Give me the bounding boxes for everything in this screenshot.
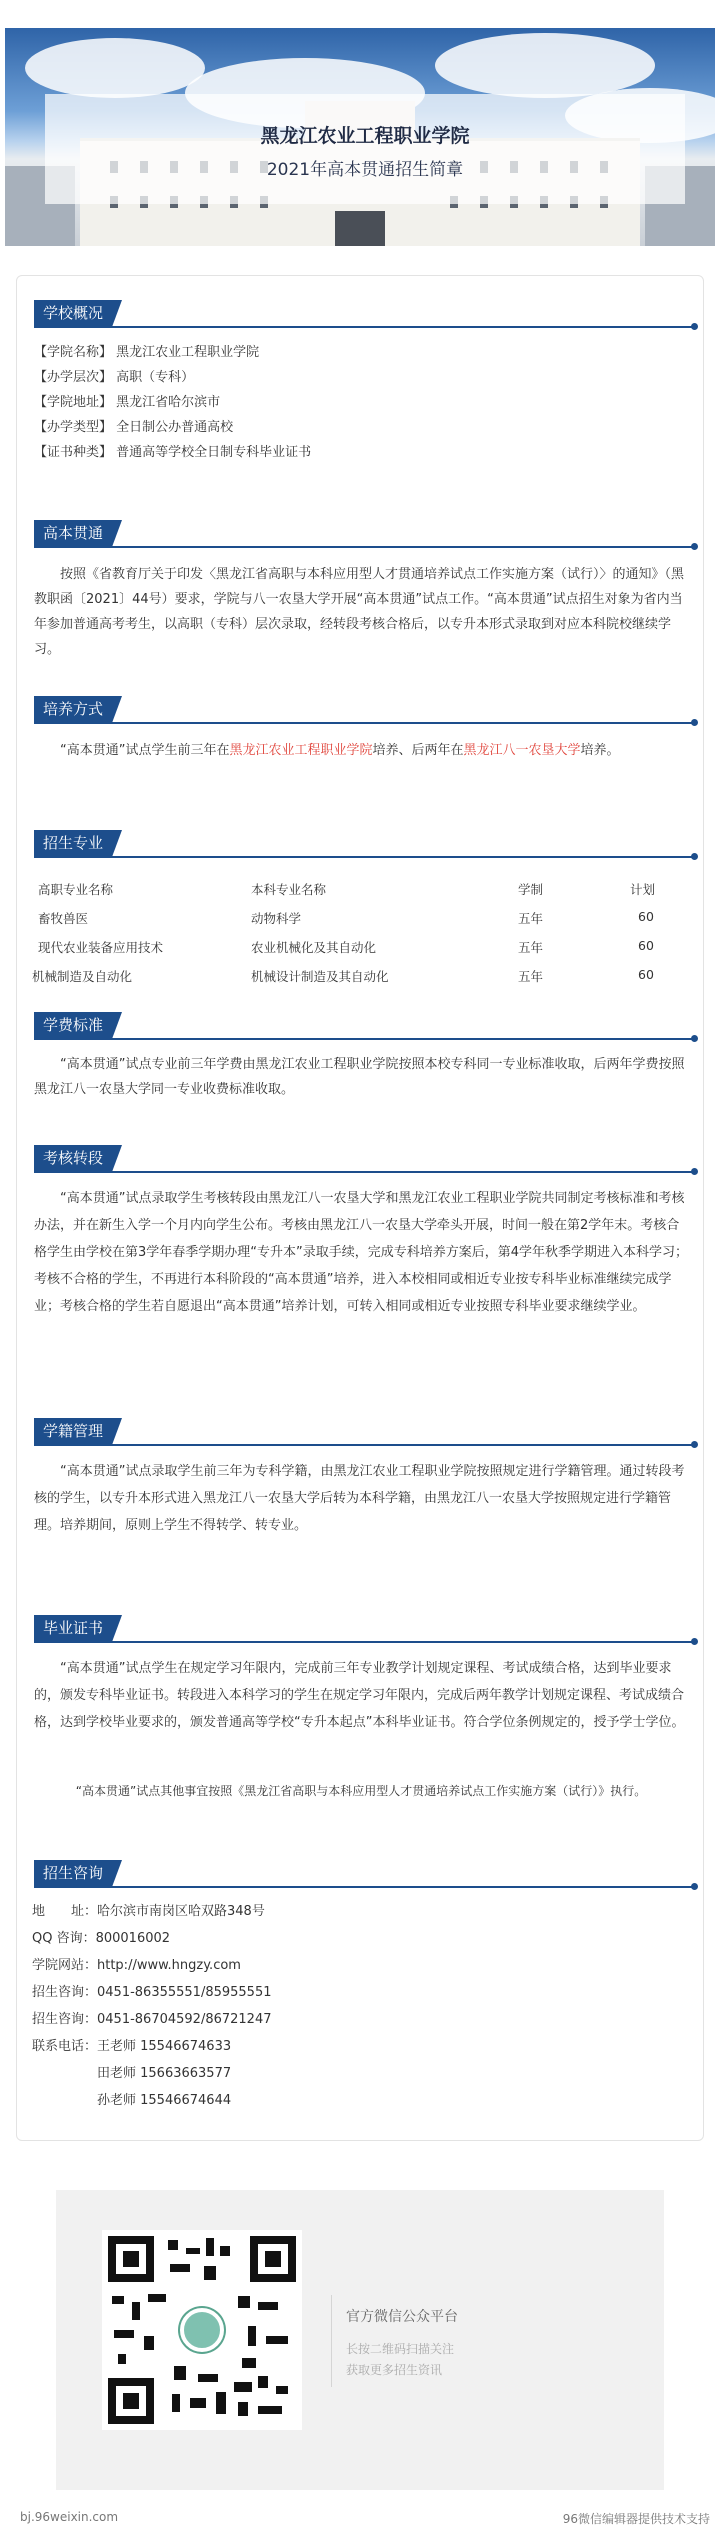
overview-item: 【学院名称】 黑龙江农业工程职业学院 <box>34 345 260 360</box>
section-title: 高本贯通 <box>34 520 112 547</box>
section-fee <box>16 1012 704 1097</box>
overview-item: 【学院地址】 黑龙江省哈尔滨市 <box>34 395 221 410</box>
qr-hint: 获取更多招生资讯 <box>346 2363 443 2377</box>
university-highlight: 黑龙江八一农垦大学 <box>463 743 581 758</box>
overview-item: 【证书种类】 普通高等学校全日制专科毕业证书 <box>34 445 312 460</box>
section-contact <box>16 1860 704 2108</box>
section-status <box>16 1418 704 1533</box>
overview-item: 【办学层次】 高职（专科） <box>34 370 195 385</box>
footer-credit[interactable]: 96微信编辑器提供技术支持 <box>562 2512 710 2526</box>
overview-item: 【办学类型】 全日制公办普通高校 <box>34 420 234 435</box>
contact-phone[interactable]: 招生咨询：0451-86355551/85955551 <box>32 1985 272 2000</box>
school-logo-icon <box>180 2308 224 2352</box>
contact-teacher[interactable]: 田老师 15663663577 <box>32 2066 232 2081</box>
overview-list <box>34 340 688 465</box>
section-title: 学校概况 <box>34 300 112 327</box>
section-title: 学费标准 <box>34 1012 112 1039</box>
section-title: 学籍管理 <box>34 1418 112 1445</box>
section-title: 招生咨询 <box>34 1860 112 1887</box>
school-name: 黑龙江农业工程职业学院 <box>260 125 470 147</box>
fee-text: “高本贯通”试点专业前三年学费由黑龙江农业工程职业学院按照本校专科同一专业标准收取，后两年学费按照黑龙江八一农垦大学同一专业收费标准收取。 <box>34 1057 685 1097</box>
section-title: 招生专业 <box>34 830 112 857</box>
mode-text: “高本贯通”试点学生前三年在黑龙江农业工程职业学院培养、后两年在黑龙江八一农垦大学培养。 <box>60 743 620 758</box>
section-title: 考核转段 <box>34 1145 112 1172</box>
contact-qq[interactable]: QQ 咨询：800016002 <box>32 1931 171 1946</box>
section-mode <box>16 696 704 758</box>
certificate-text: “高本贯通”试点学生在规定学习年限内，完成前三年专业教学计划规定课程、考试成绩合格，达到毕业要求的，颁发专科毕业证书。转段进入本科学习的学生在规定学习年限内，完成后两年教学计划规定课程、考试成绩合格，达到学校毕业要求的，颁发普通高等学校“专升本起点”本科毕业证书。符合学位条例规定的，授予学士学位。 <box>34 1661 685 1730</box>
footer-link[interactable]: bj.96weixin.com <box>20 2510 119 2524</box>
contact-website[interactable]: 学院网站：http://www.hngzy.com <box>32 1958 241 1973</box>
brochure-subtitle: 2021年高本贯通招生简章 <box>266 160 464 180</box>
contact-phone[interactable]: 招生咨询：0451-86704592/86721247 <box>32 2012 272 2027</box>
qr-title: 官方微信公众平台 <box>346 2309 458 2325</box>
school-highlight: 黑龙江农业工程职业学院 <box>229 743 373 758</box>
wechat-qr-panel <box>56 2190 664 2490</box>
contact-teacher[interactable]: 孙老师 15546674644 <box>32 2093 232 2108</box>
section-certificate <box>16 1615 704 1798</box>
banner-title-box <box>45 94 685 204</box>
gaoben-text: 按照《省教育厅关于印发〈黑龙江省高职与本科应用型人才贯通培养试点工作实施方案（试行）〉的通知》（黑教职函〔2021〕44号）要求，学院与八一农垦大学开展“高本贯通”试点工作。“高本贯通”试点招生对象为省内当年参加普通高考考生，以高职（专科）层次录取，经转段考核合格后，以专升本形式录取到对应本科院校继续学习。 <box>34 567 685 657</box>
header-banner <box>5 28 715 246</box>
section-title: 培养方式 <box>34 696 112 723</box>
section-exam <box>16 1145 704 1314</box>
contact-address: 地 址：哈尔滨市南岗区哈双路348号 <box>32 1904 265 1919</box>
section-overview <box>16 300 704 460</box>
status-text: “高本贯通”试点录取学生前三年为专科学籍，由黑龙江农业工程职业学院按照规定进行学籍管理。通过转段考核的学生，以专升本形式进入黑龙江八一农垦大学后转为本科学籍，由黑龙江八一农垦大学按照规定进行学籍管理。培养期间，原则上学生不得转学、转专业。 <box>34 1464 685 1533</box>
certificate-note: “高本贯通”试点其他事宜按照《黑龙江省高职与本科应用型人才贯通培养试点工作实施方案（试行）》执行。 <box>75 1784 647 1798</box>
section-majors: 招生专业 高职专业名称 本科专业名称 学制 计划 畜牧兽医 动物科学 五年 60 现代农业装备应用技术 农业机械化及其自动化 五年 60 机械制造及自动化 机械设计制造及其自动化 五年 60 <box>16 830 704 858</box>
contact-list <box>32 1898 686 2114</box>
exam-text: “高本贯通”试点录取学生考核转段由黑龙江八一农垦大学和黑龙江农业工程职业学院共同制定考核标准和考核办法，并在新生入学一个月内向学生公布。考核由黑龙江八一农垦大学牵头开展，时间一般在第2学年末。考核合格学生由学校在第3学年春季学期办理“专升本”录取手续，完成专科培养方案后，第4学年秋季学期进入本科学习；考核不合格的学生，不再进行本科阶段的“高本贯通”培养，进入本校相同或相近专业按专科毕业标准继续完成学业；考核合格的学生若自愿退出“高本贯通”培养计划，可转入相同或相近专业按照专科毕业要求继续学业。 <box>34 1191 689 1314</box>
qr-hint: 长按二维码扫描关注 <box>346 2342 455 2356</box>
contact-teacher[interactable]: 联系电话：王老师 15546674633 <box>32 2039 232 2054</box>
section-gaoben <box>16 520 704 657</box>
qr-code[interactable] <box>102 2230 302 2430</box>
section-title: 毕业证书 <box>34 1615 112 1642</box>
